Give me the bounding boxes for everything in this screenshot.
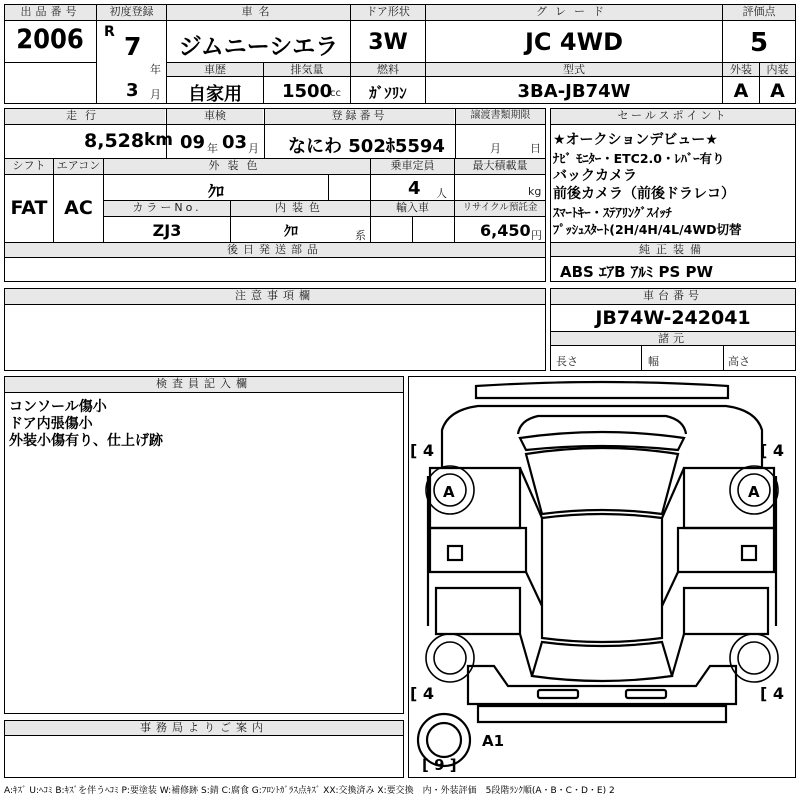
transfer-month-unit: 月	[490, 142, 501, 155]
model: 3BA-JB74W	[517, 81, 631, 102]
import-label: 輸入車	[371, 201, 454, 216]
sales-point-line: 前後カメラ（前後ドラレコ）	[553, 186, 735, 202]
sales-points-label: セールスポイント	[551, 109, 795, 125]
era: R	[104, 24, 115, 40]
first-reg-label: 初度登録	[97, 5, 166, 21]
door-type: 3W	[368, 30, 408, 55]
month-unit: 月	[150, 88, 161, 101]
ac: AC	[64, 197, 93, 219]
door-label: ドア形状	[351, 5, 425, 21]
dims-label: 諸元	[551, 332, 795, 346]
int-color-label: 内装色	[231, 201, 370, 216]
sales-point-line: ｽﾏｰﾄｷｰ・ｽﾃｱﾘﾝｸﾞｽｲｯﾁ	[553, 205, 672, 220]
grade-label: グレード	[426, 5, 722, 21]
lot-label: 出品番号	[5, 5, 96, 21]
damage-mark-right: A	[748, 483, 760, 501]
interior-score: A	[770, 80, 785, 102]
damage-mark-spare: A1	[482, 732, 505, 750]
notes-label: 注意事項欄	[5, 289, 545, 305]
inspection-month-unit: 月	[248, 142, 259, 155]
inspection-label: 車検	[167, 109, 263, 124]
model-label: 型式	[426, 63, 722, 77]
interior-label: 内装	[760, 63, 795, 77]
history-label: 車歴	[167, 63, 263, 77]
fuel-label: 燃料	[351, 63, 425, 77]
sales-point-line: ★オークションデビュー★	[553, 132, 718, 148]
transfer-label: 譲渡書類期限	[456, 109, 545, 124]
recycle-unit: 円	[531, 229, 542, 242]
shift: FAT	[10, 197, 48, 219]
score: 5	[749, 28, 769, 58]
car-diagram	[408, 376, 796, 778]
capacity-unit: 人	[436, 187, 447, 200]
car-name: ジムニーシエラ	[178, 34, 339, 60]
ac-label: エアコン	[54, 159, 103, 174]
spare-tire-tread: [ 9 ]	[422, 756, 457, 774]
inspector-note: コンソール傷小	[9, 399, 107, 415]
damage-mark-left: A	[443, 483, 455, 501]
plate-label: 登録番号	[265, 109, 454, 124]
displacement-unit: cc	[330, 88, 341, 99]
inspection-year: 09	[180, 132, 206, 153]
length-label: 長さ	[556, 355, 578, 368]
plate: なにわ 502ﾎ5594	[288, 136, 445, 157]
int-color: ｸﾛ	[284, 224, 298, 240]
displacement: 1500	[282, 81, 333, 102]
history: 自家用	[188, 84, 242, 105]
displacement-label: 排気量	[264, 63, 350, 77]
shift-label: シフト	[5, 159, 53, 174]
capacity-label: 乗車定員	[371, 159, 454, 174]
grade: JC 4WD	[525, 28, 623, 56]
sales-point-line: バックカメラ	[553, 168, 637, 184]
color-no-label: カラーNo.	[104, 201, 230, 216]
tire-rear-left: [ 4	[410, 684, 435, 703]
loadcap-label: 最大積載量	[455, 159, 545, 174]
sales-point-line: ﾅﾋﾞ ﾓﾆﾀｰ・ETC2.0・ﾚﾊﾞｰ有り	[553, 151, 725, 166]
inspector-label: 検査員記入欄	[5, 377, 403, 393]
inspector-note: ドア内張傷小	[9, 416, 93, 432]
inspector-note: 外装小傷有り、仕上げ跡	[9, 433, 163, 449]
car-name-label: 車名	[167, 5, 350, 21]
mileage: 8,528	[84, 130, 145, 152]
score-label: 評価点	[723, 5, 795, 21]
recycle-fee: 6,450	[480, 221, 531, 240]
sales-point-line: ﾌﾟｯｼｭｽﾀｰﾄ(2H/4H/4L/4WD切替	[553, 222, 742, 237]
exterior-label: 外装	[723, 63, 759, 77]
first-reg-month: 3	[126, 80, 139, 101]
tire-rear-right: [ 4	[760, 684, 785, 703]
mileage-unit: km	[144, 130, 174, 150]
later-parts-label: 後日発送部品	[5, 243, 545, 257]
inspection-month: 03	[222, 132, 248, 153]
loadcap-unit: kg	[528, 185, 542, 198]
lot-number: 2006	[16, 24, 84, 55]
equipment: ABS ｴｱB ｱﾙﾐ PS PW	[560, 263, 714, 281]
width-label: 幅	[648, 355, 659, 368]
tire-front-right: [ 4	[760, 441, 785, 460]
transfer-day-unit: 日	[530, 142, 541, 155]
int-color-unit: 系	[355, 229, 366, 242]
capacity: 4	[408, 178, 421, 199]
fuel: ｶﾞｿﾘﾝ	[369, 84, 407, 102]
ext-color-label: 外装色	[104, 159, 370, 174]
chassis-number: JB74W-242041	[595, 307, 751, 329]
mileage-label: 走行	[5, 109, 165, 124]
first-reg-year: 7	[124, 32, 142, 61]
legend: A:ｷｽﾞ U:ﾍｺﾐ B:ｷｽﾞを伴うﾍｺﾐ P:要塗装 W:補修跡 S:錆 C:腐食 G:ﾌﾛﾝﾄｶﾞﾗｽ点ｷｽﾞ XX:交換済み X:要交換 内・外装評価 5段階ﾗﾝｸ順(A・B・C・D・E) 2	[4, 786, 615, 796]
tire-front-left: [ 4	[410, 441, 435, 460]
inspection-year-unit: 年	[207, 142, 218, 155]
exterior-score: A	[733, 80, 749, 102]
year-unit: 年	[150, 63, 161, 76]
equipment-label: 純正装備	[551, 243, 795, 257]
office-label: 事務局よりご案内	[5, 721, 403, 736]
chassis-label: 車台番号	[551, 289, 795, 305]
color-no: ZJ3	[152, 221, 182, 240]
height-label: 高さ	[728, 355, 750, 368]
recycle-label: リサイクル預託金	[455, 201, 545, 216]
ext-color: ｸﾛ	[207, 182, 224, 201]
